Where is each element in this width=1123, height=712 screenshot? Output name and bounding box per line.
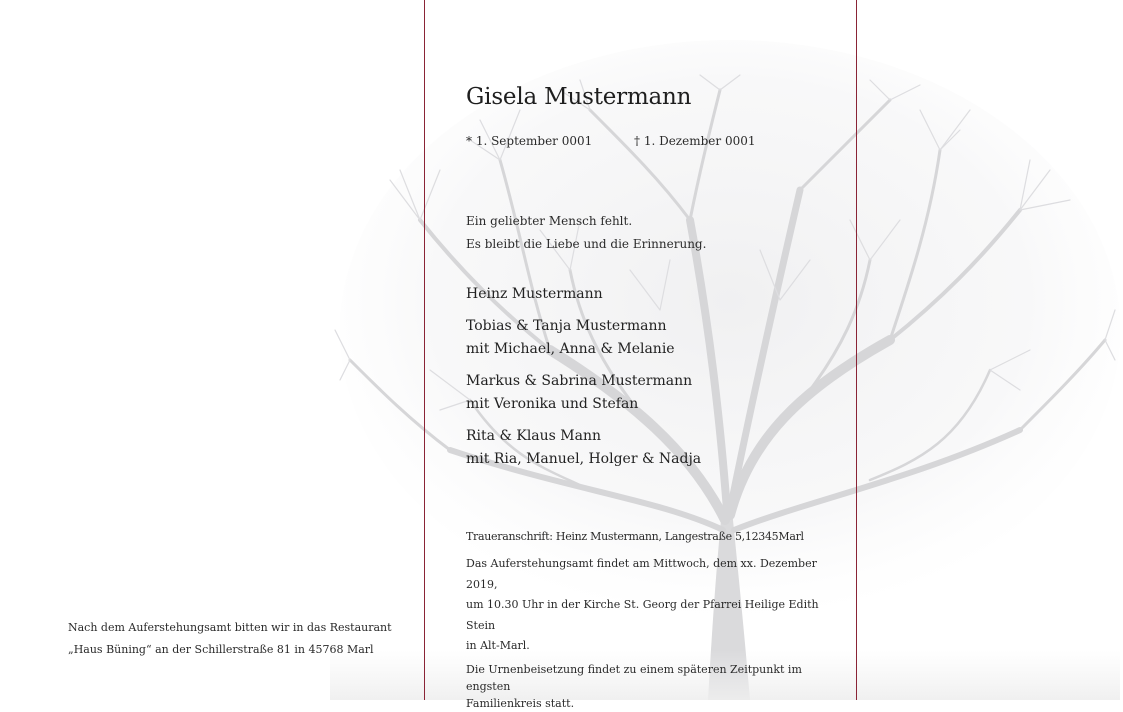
mourner-group: [466, 425, 701, 471]
reception-line: „Haus Büning“ an der Schillerstraße 81 in 45768 Marl: [68, 643, 374, 656]
service-info: [466, 529, 836, 712]
mourner-group: [466, 370, 701, 416]
urn-line: Die Urnenbeisetzung findet zu einem späteren Zeitpunkt im engsten: [466, 662, 802, 693]
life-dates: [466, 134, 836, 148]
memorial-quote: [466, 210, 706, 256]
urn-line: Familienkreis statt.: [466, 696, 575, 710]
reception-line: Nach dem Auferstehungsamt bitten wir in das Restaurant: [68, 621, 392, 634]
urn-burial-note: [466, 661, 836, 712]
mourner-line: mit Ria, Manuel, Holger & Nadja: [466, 451, 702, 467]
reception-note: [68, 617, 392, 661]
mourning-address: Traueranschrift: Heinz Mustermann, Langestraße 5,12345Marl: [466, 530, 804, 543]
mourner-line: Markus & Sabrina Mustermann: [466, 373, 693, 389]
service-line: um 10.30 Uhr in der Kirche St. Georg der Pfarrei Heilige Edith Stein: [466, 598, 819, 632]
right-border-line: [856, 0, 857, 700]
mourner-line: Tobias & Tanja Mustermann: [466, 318, 667, 334]
service-line: Das Auferstehungsamt findet am Mittwoch, dem xx. Dezember 2019,: [466, 557, 817, 591]
birth-date: * 1. September 0001: [466, 134, 593, 148]
death-date: † 1. Dezember 0001: [634, 134, 756, 148]
mourner-group: [466, 315, 701, 361]
deceased-name: Gisela Mustermann: [466, 84, 692, 110]
mourners-list: [466, 283, 701, 480]
quote-line: Ein geliebter Mensch fehlt.: [466, 214, 633, 228]
mourner-group: [466, 283, 701, 306]
service-details: [466, 554, 836, 657]
mourner-line: mit Michael, Anna & Melanie: [466, 341, 675, 357]
service-line: in Alt-Marl.: [466, 639, 530, 652]
mourner-line: Heinz Mustermann: [466, 286, 603, 302]
mourner-line: Rita & Klaus Mann: [466, 428, 602, 444]
mourner-line: mit Veronika und Stefan: [466, 396, 639, 412]
left-border-line: [424, 0, 425, 700]
quote-line: Es bleibt die Liebe und die Erinnerung.: [466, 237, 707, 251]
